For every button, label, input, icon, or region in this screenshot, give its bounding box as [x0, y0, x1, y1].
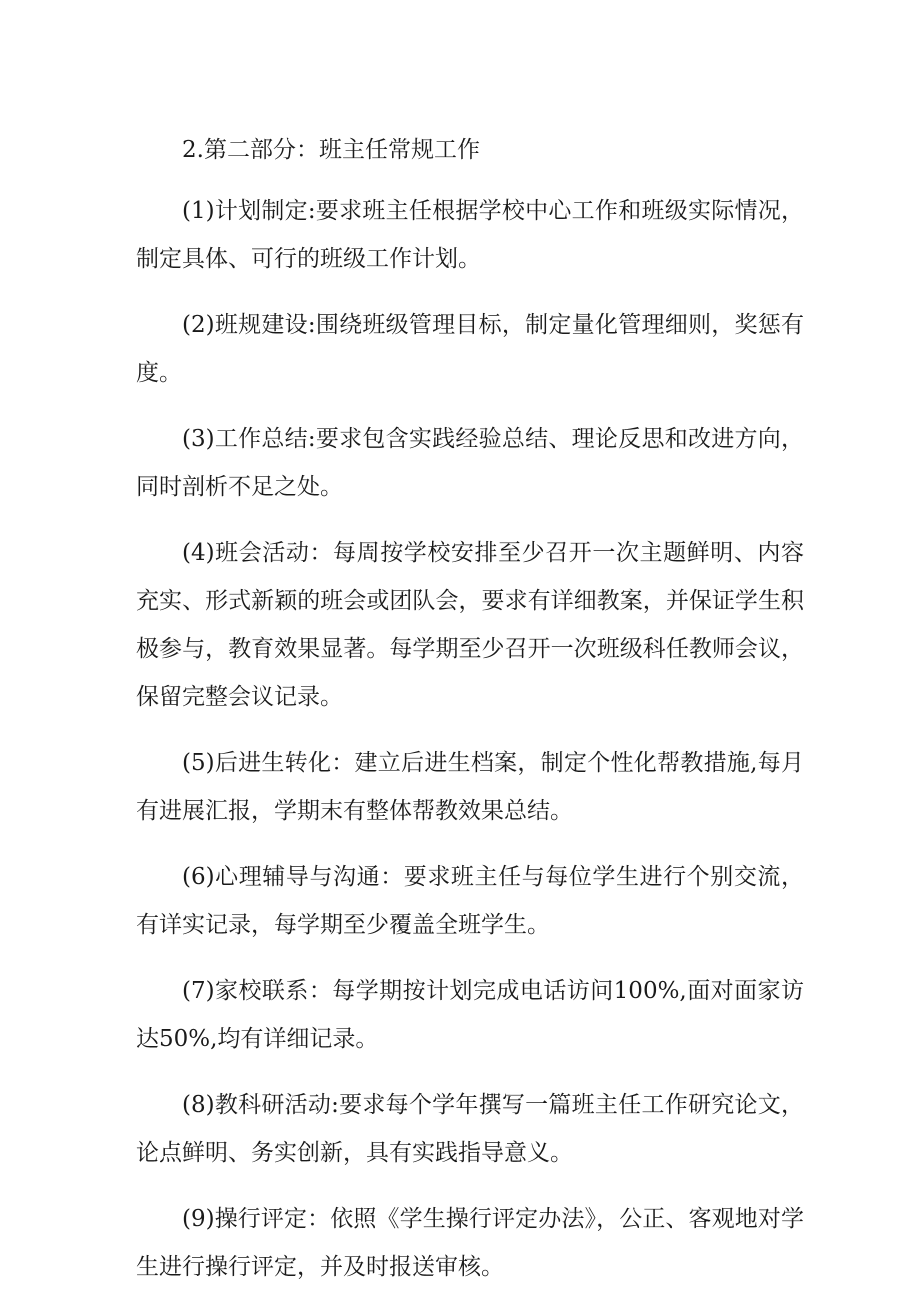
- paragraph-counseling: (6)心理辅导与沟通：要求班主任与每位学生进行个别交流，有详实记录，每学期至少覆盖全班学生。: [136, 864, 804, 938]
- paragraph-class-meetings: (4)班会活动：每周按学校安排至少召开一次主题鲜明、内容充实、形式新颖的班会或团队会，要求有详细教案，并保证学生积极参与，教育效果显著。每学期至少召开一次班级科任教师会议，保留完整会议记录。: [136, 540, 804, 710]
- paragraph-class-rules: (2)班规建设:围绕班级管理目标，制定量化管理细则，奖惩有度。: [136, 312, 804, 386]
- paragraph-student-transformation: (5)后进生转化：建立后进生档案，制定个性化帮教措施,每月有进展汇报，学期末有整体帮教效果总结。: [136, 750, 804, 824]
- paragraph-work-summary: (3)工作总结:要求包含实践经验总结、理论反思和改进方向，同时剖析不足之处。: [136, 426, 804, 500]
- paragraph-conduct-evaluation: (9)操行评定：依照《学生操行评定办法》，公正、客观地对学生进行操行评定，并及时报送审核。: [136, 1206, 804, 1280]
- paragraph-research: (8)教科研活动:要求每个学年撰写一篇班主任工作研究论文，论点鲜明、务实创新，具有实践指导意义。: [136, 1092, 804, 1166]
- paragraph-plan: (1)计划制定:要求班主任根据学校中心工作和班级实际情况，制定具体、可行的班级工作计划。: [136, 198, 804, 272]
- document-body: [136, 127, 804, 1309]
- paragraph-home-school-contact: (7)家校联系：每学期按计划完成电话访问100%,面对面家访达50%,均有详细记录。: [136, 978, 804, 1052]
- section-title: 2.第二部分：班主任常规工作: [182, 137, 480, 163]
